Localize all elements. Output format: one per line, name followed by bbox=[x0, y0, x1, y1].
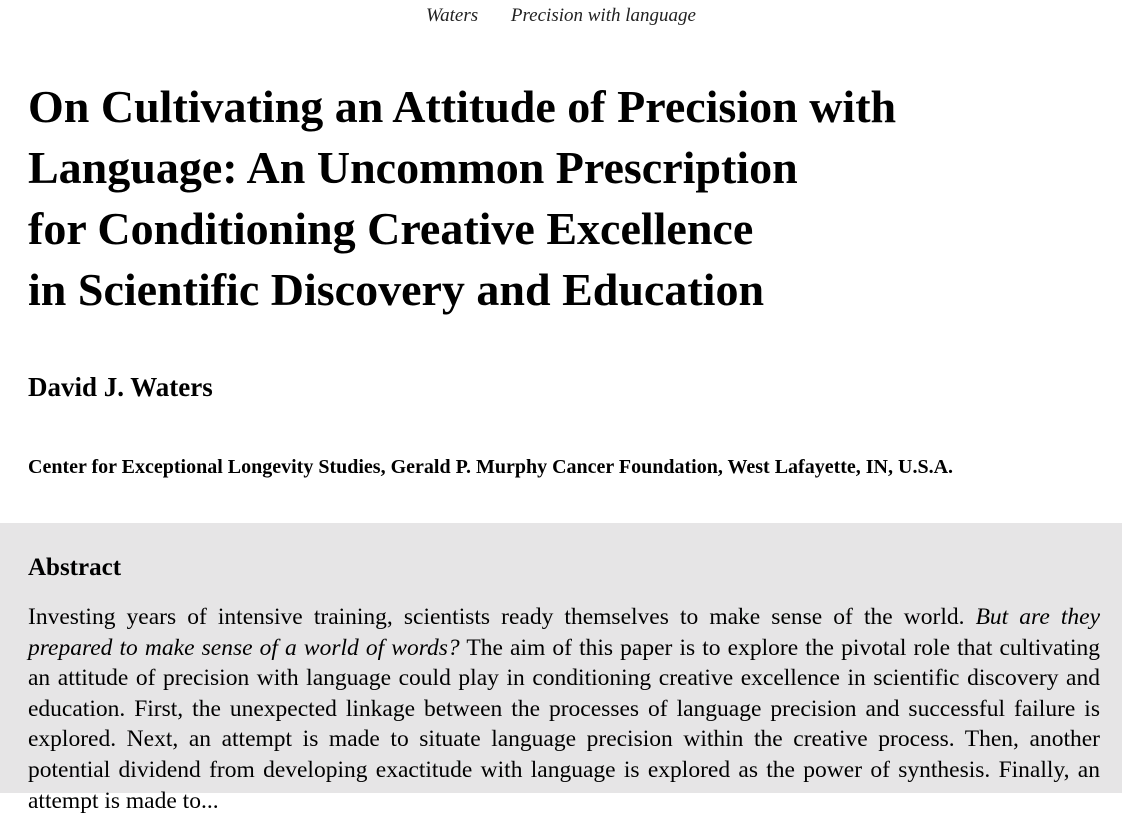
author-name: David J. Waters bbox=[28, 372, 213, 402]
abstract-heading: Abstract bbox=[28, 554, 122, 581]
title-line-3: for Conditioning Creative Excellence bbox=[28, 203, 754, 254]
running-header-short-title: Precision with language bbox=[510, 5, 696, 26]
author-affiliation: Center for Exceptional Longevity Studies, Gerald P. Murphy Cancer Foundation, West Lafayette, IN, U.S.A. bbox=[28, 456, 954, 478]
abstract-sentence-rest: The aim of this paper is to explore the pivotal role that cultivating an attitude of precision with language could play in conditioning creative excellence in scientific discovery and education. First, the unexpected linkage between the processes of language precision and successful failure is explored. Next, an attempt is made to situate language precision within the creative process. Then, another potential dividend from developing exactitude with language is explored as the power of synthesis. Finally, an attempt is made to... bbox=[28, 634, 1100, 814]
title-line-4: in Scientific Discovery and Education bbox=[28, 264, 765, 315]
abstract-sentence-1: Investing years of intensive training, scientists ready themselves to make sense of the world. bbox=[28, 604, 976, 630]
title-line-2: Language: An Uncommon Prescription bbox=[28, 142, 798, 193]
abstract-question-italic: But are they prepared to make sense of a world of words? bbox=[28, 604, 1100, 661]
abstract-section bbox=[0, 523, 1122, 814]
paper-title bbox=[28, 76, 1098, 320]
running-header-author: Waters bbox=[426, 5, 479, 26]
running-header bbox=[0, 4, 1122, 28]
title-line-1: On Cultivating an Attitude of Precision with bbox=[28, 81, 897, 132]
abstract-body bbox=[28, 602, 1100, 816]
